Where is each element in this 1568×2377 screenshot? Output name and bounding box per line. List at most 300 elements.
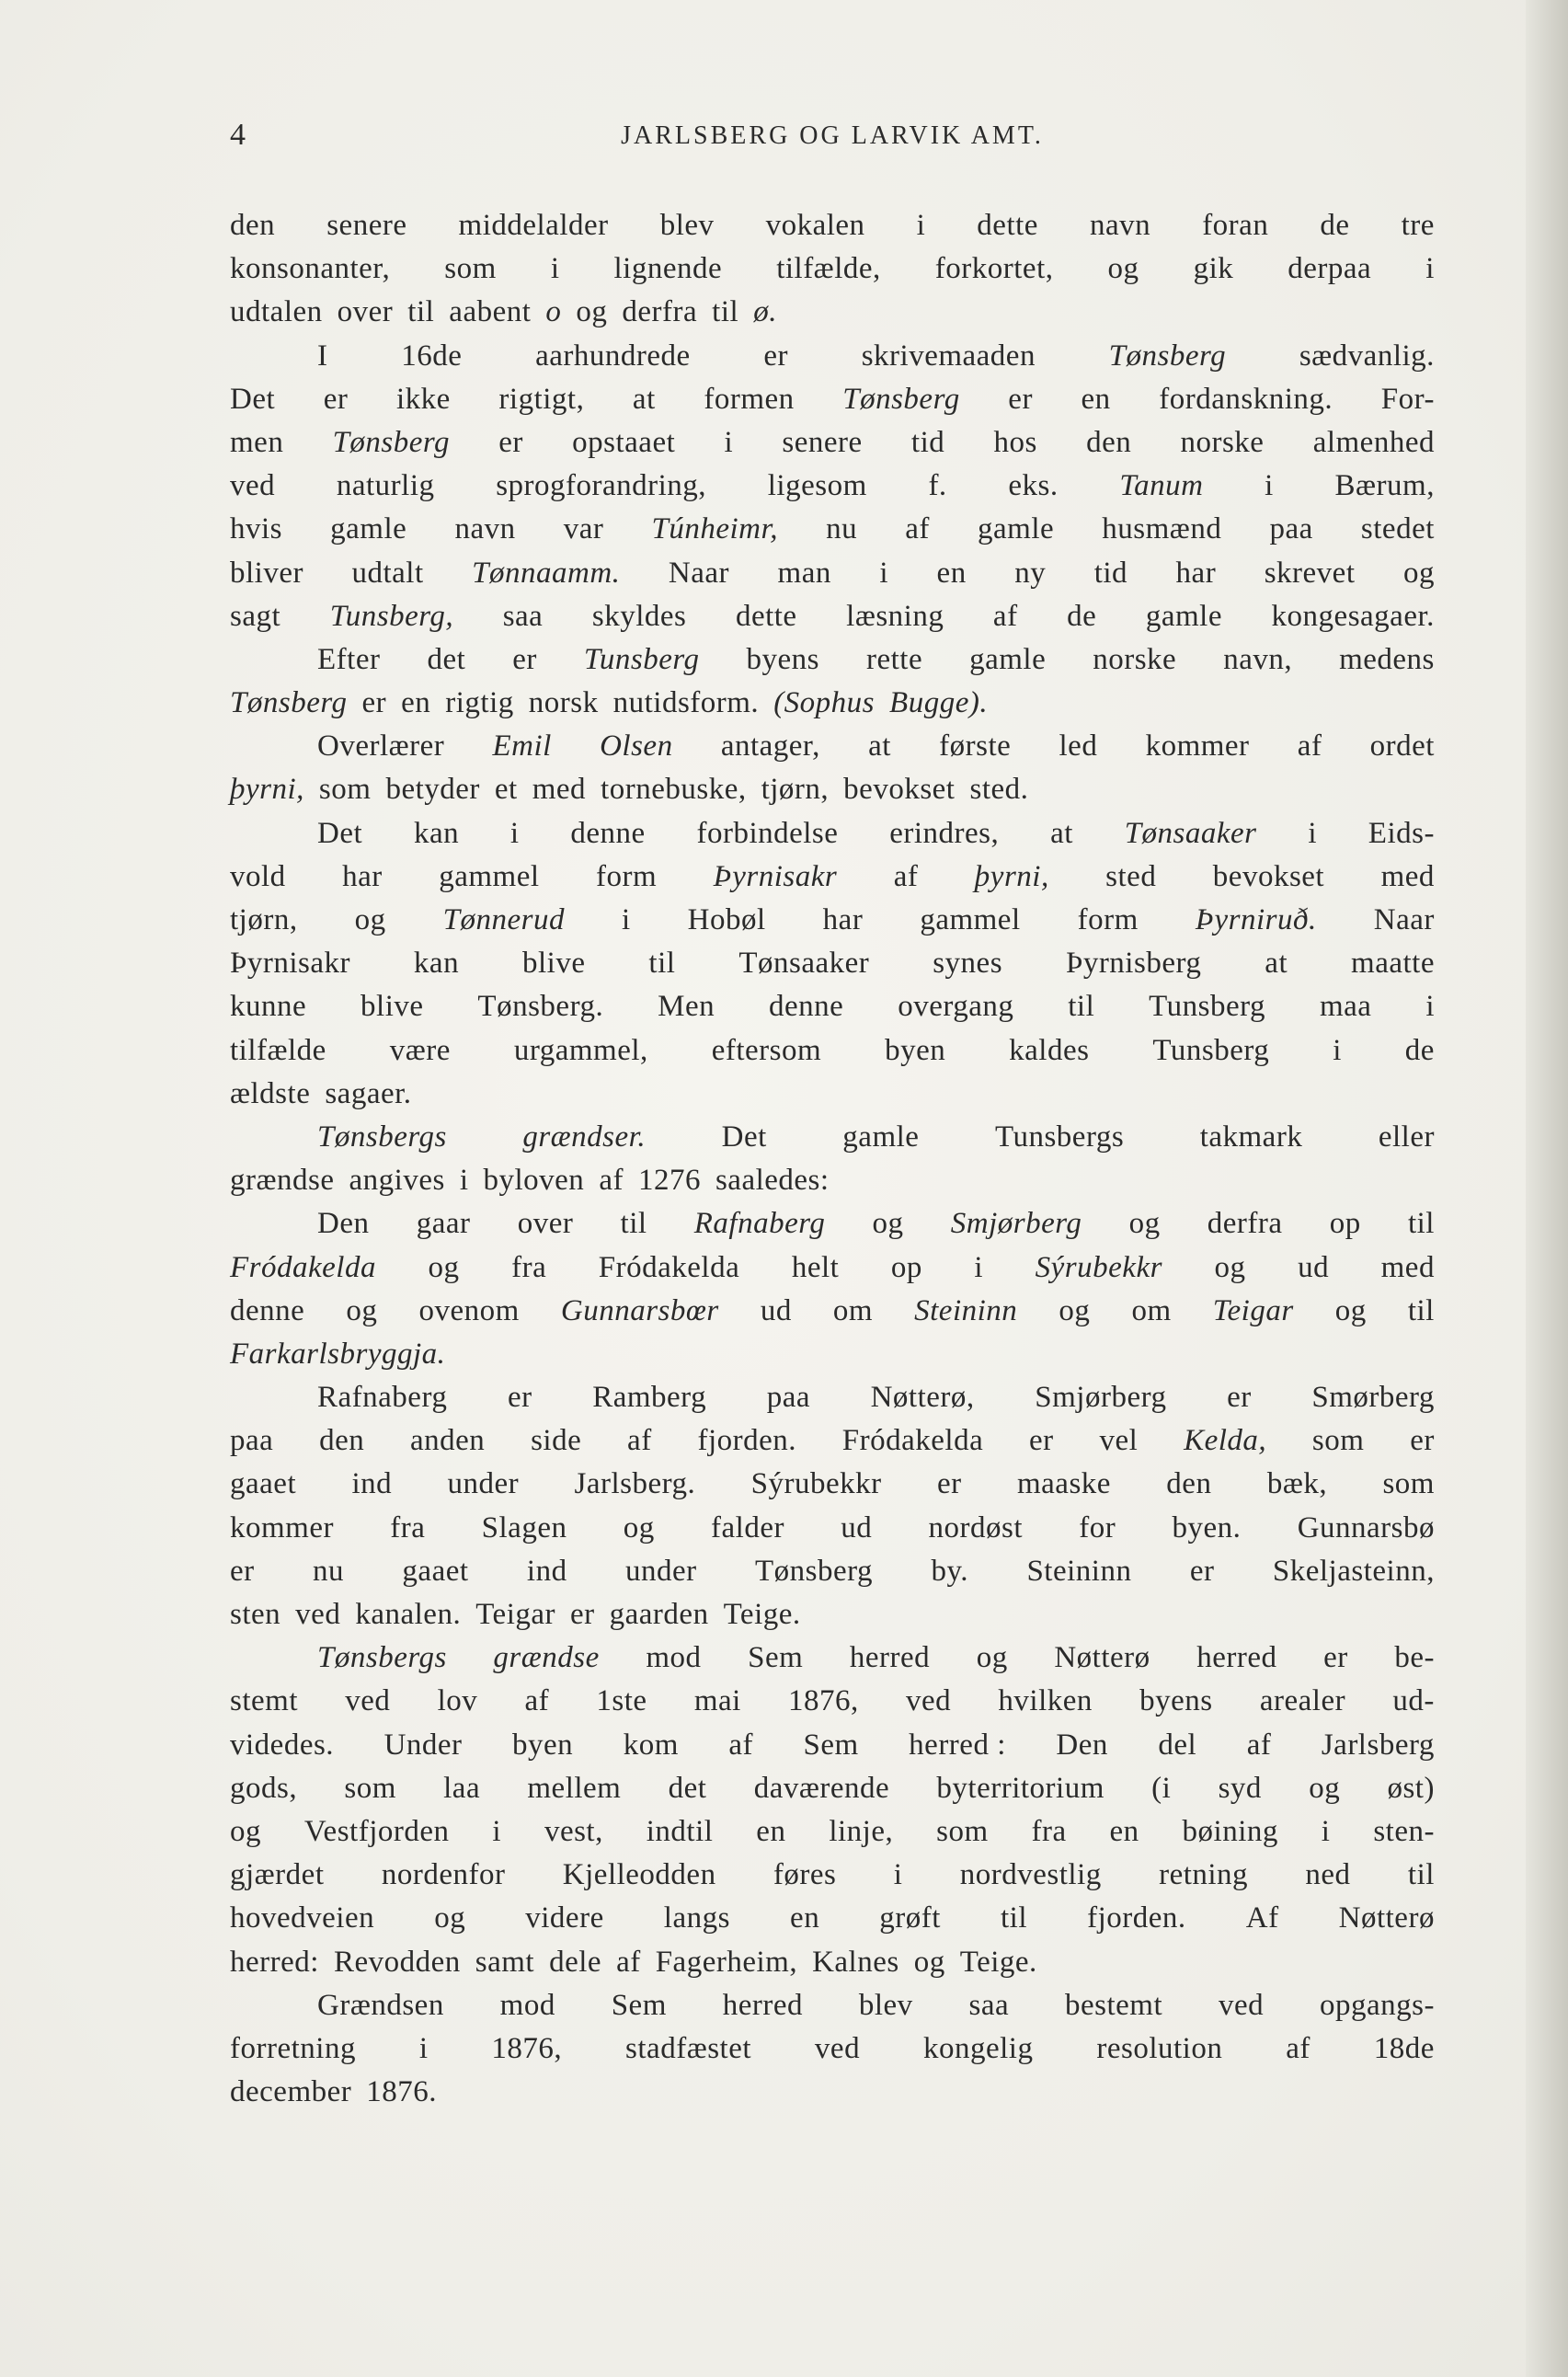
word: under [624, 1554, 697, 1588]
text-line [230, 985, 1435, 1028]
word: saa [502, 599, 544, 633]
word: i [1425, 252, 1435, 286]
word: senere [782, 425, 863, 459]
word: (i [1151, 1771, 1172, 1805]
word: dette [977, 209, 1038, 242]
word: mod [499, 1988, 555, 2022]
italic-word: Túnheimr, [651, 512, 778, 546]
word: tre [1401, 209, 1435, 242]
text-line [230, 595, 1435, 638]
word: foran [1202, 209, 1269, 242]
word: senere [326, 209, 407, 242]
word: og [434, 1901, 466, 1935]
word: 1276 [637, 1164, 701, 1198]
text-line [230, 1029, 1435, 1073]
word: Gunnarsbø [1297, 1510, 1435, 1544]
word: byen [512, 1728, 574, 1762]
word: i [550, 252, 560, 286]
word: og [576, 295, 608, 329]
italic-word: Fródakelda [230, 1250, 376, 1284]
word: ordet [1369, 729, 1435, 764]
word: konsonanter, [230, 252, 391, 286]
word: daværende [753, 1771, 890, 1805]
word: i [1308, 816, 1317, 850]
text-line [230, 942, 1435, 985]
word: hvis [230, 512, 283, 546]
word: som [318, 773, 372, 807]
word: at [632, 382, 656, 416]
word: ud [841, 1510, 873, 1544]
word: led [1059, 729, 1098, 764]
word: herred : [909, 1728, 1006, 1762]
word: man [777, 556, 831, 590]
word: side [531, 1424, 582, 1458]
word: husmænd [1102, 512, 1222, 546]
word: langs [663, 1901, 730, 1935]
word: paa [1269, 512, 1313, 546]
word: rigtig [445, 686, 514, 720]
word: tilfælde, [776, 252, 881, 286]
word: dette [735, 599, 797, 633]
word: ligesom [767, 469, 867, 503]
word: i [893, 1858, 903, 1892]
word: at [1265, 947, 1288, 981]
word: Under [383, 1728, 463, 1762]
word: gjærdet [230, 1858, 325, 1892]
word: og [1128, 1207, 1161, 1241]
italic-word: ø. [753, 295, 777, 329]
word: sten- [1373, 1814, 1435, 1848]
word: ikke [395, 382, 451, 416]
text-line [230, 855, 1435, 899]
word: lignende [613, 252, 723, 286]
word: fordanskning. [1159, 382, 1333, 416]
word: ældste [230, 1076, 311, 1110]
word: I [317, 339, 328, 373]
word: synes [933, 947, 1003, 981]
word: grøft [879, 1901, 941, 1935]
word: et [494, 773, 518, 807]
word: den [230, 209, 276, 242]
word: har [1175, 556, 1217, 590]
italic-word: Gunnarsbœr [560, 1293, 719, 1327]
text-line [230, 1376, 1435, 1419]
word: men [230, 425, 284, 459]
word: samt [475, 1945, 535, 1979]
word: af [627, 1424, 652, 1458]
word: nu [826, 512, 858, 546]
italic-word: Emil [492, 729, 552, 764]
word: Nøtterø [1054, 1641, 1150, 1675]
word: eller [1378, 1120, 1435, 1154]
word: Naar [1373, 903, 1435, 936]
word: maa [1319, 990, 1372, 1024]
word: er [1008, 382, 1033, 416]
text-line [230, 1246, 1435, 1290]
word: Skeljasteinn, [1272, 1554, 1435, 1588]
word: by. [931, 1554, 969, 1588]
word: 16de [401, 339, 463, 373]
word: betyder [385, 773, 480, 807]
word: i [1333, 1033, 1342, 1067]
word: Sem [611, 1988, 667, 2022]
italic-word: Tønsberg [842, 382, 960, 416]
word: om [832, 1293, 874, 1327]
word: i [509, 816, 520, 850]
word: derpaa [1288, 252, 1372, 286]
word: bøining [1182, 1814, 1278, 1848]
word: vest, [544, 1814, 603, 1848]
word: Tunsbergs [994, 1120, 1125, 1154]
word: Bærum, [1334, 469, 1435, 503]
word: en [1081, 382, 1111, 416]
word: tjørn, [230, 903, 298, 936]
italic-word: Olsen [600, 729, 673, 764]
word: op [890, 1250, 922, 1284]
word: videre [525, 1901, 604, 1935]
word: gamle [969, 642, 1047, 676]
word: er [498, 425, 523, 459]
text-line [230, 1116, 1435, 1159]
italic-word: Bugge). [889, 686, 989, 720]
word: sagaer. [325, 1076, 412, 1110]
italic-word: Kelda, [1184, 1424, 1267, 1458]
word: skyldes [591, 599, 687, 633]
text-line [230, 1073, 1435, 1116]
word: gods, [230, 1771, 298, 1805]
italic-word: Þyrnisakr [713, 859, 838, 893]
word: 1876, [491, 2031, 563, 2065]
italic-word: Smjørberg [950, 1207, 1082, 1241]
word: Grændsen [317, 1988, 444, 2022]
word: op [1329, 1207, 1361, 1241]
word: angives [349, 1164, 445, 1198]
word: Af [1245, 1901, 1279, 1935]
word: som [1311, 1424, 1365, 1458]
word: en [401, 686, 431, 720]
word: kan [413, 816, 460, 850]
word: paa [230, 1424, 274, 1458]
word: er [323, 382, 349, 416]
word: nordvestlig [959, 1858, 1102, 1892]
word: Naar [668, 556, 730, 590]
word: maatte [1351, 947, 1435, 981]
word: blive [522, 947, 586, 981]
word: saa [968, 1988, 1010, 2022]
italic-word: Sýrubekkr [1035, 1250, 1162, 1284]
word: til [1068, 990, 1095, 1024]
word: urgammel, [513, 1033, 648, 1067]
word: har [822, 903, 864, 936]
italic-word: Tønsbergs [317, 1120, 447, 1154]
word: udtalen [230, 295, 323, 329]
word: den [1086, 425, 1132, 459]
word: ind [351, 1467, 393, 1501]
text-line [230, 1507, 1435, 1550]
word: syd [1218, 1771, 1262, 1805]
word: sprogforandring, [496, 469, 707, 503]
word: form [595, 859, 658, 893]
word: Þyrnisberg [1065, 947, 1202, 981]
word: Smjørberg [1035, 1381, 1167, 1415]
word: kaldes [1009, 1033, 1090, 1067]
word: Tunsberg [1149, 990, 1266, 1024]
word: for [1079, 1510, 1116, 1544]
word: ud [760, 1293, 792, 1327]
word: indtil [646, 1814, 714, 1848]
word: bevokset [843, 773, 956, 807]
word: er [230, 1554, 255, 1588]
italic-word: Tønsaaker [1124, 816, 1257, 850]
word: er [1189, 1554, 1215, 1588]
word: Teigar [475, 1598, 555, 1631]
text-line [230, 1810, 1435, 1854]
word: øst) [1387, 1771, 1435, 1805]
word: af [1297, 729, 1322, 764]
word: Fagerheim, [655, 1945, 798, 1979]
word: og [1214, 1250, 1246, 1284]
word: 1876, [788, 1684, 859, 1718]
word: dele [549, 1945, 602, 1979]
word: resolution [1096, 2031, 1223, 2065]
word: er [507, 1381, 532, 1415]
word: over [337, 295, 394, 329]
word: nordøst [928, 1510, 1023, 1544]
word: ned [1305, 1858, 1351, 1892]
word: til [1001, 1901, 1028, 1935]
word: denne [769, 990, 844, 1024]
word: gaaet [230, 1467, 297, 1501]
word: aabent [449, 295, 532, 329]
word: er [570, 1598, 595, 1631]
word: form [1077, 903, 1139, 936]
word: og [428, 1250, 460, 1284]
word: som [936, 1814, 989, 1848]
word: de [1404, 1033, 1435, 1067]
word: kommer [230, 1510, 334, 1544]
word: gaaet [402, 1554, 469, 1588]
word: til [1407, 1293, 1435, 1327]
word: denne [570, 816, 646, 850]
word: Þyrnisakr [230, 947, 350, 981]
word: Slagen [481, 1510, 567, 1544]
word: af [1246, 1728, 1272, 1762]
word: ved [295, 1598, 341, 1631]
word: Tønsberg. [477, 990, 604, 1024]
word: herred: [230, 1945, 319, 1979]
word: Overlærer [317, 729, 445, 764]
word: ud [1298, 1250, 1330, 1284]
word: en [936, 556, 967, 590]
word: føres [773, 1858, 837, 1892]
word: sten [230, 1598, 281, 1631]
word: Smørberg [1311, 1381, 1435, 1415]
word: navn, [1223, 642, 1293, 676]
word: og [1334, 1293, 1367, 1327]
word: og [354, 903, 386, 936]
word: rigtigt, [498, 382, 585, 416]
word: byen [885, 1033, 946, 1067]
word: fjorden. [1087, 1901, 1186, 1935]
word: til [648, 947, 676, 981]
word: er [936, 1467, 962, 1501]
word: læsning [846, 599, 944, 633]
word: og [1107, 252, 1139, 286]
word: over [517, 1207, 574, 1241]
word: lov [437, 1684, 478, 1718]
word: er [763, 339, 788, 373]
text-line [230, 1636, 1435, 1680]
word: ved [345, 1684, 391, 1718]
italic-word: Þyrniruð. [1195, 903, 1317, 936]
page-edge-shadow [1526, 0, 1568, 2377]
word: tjørn, [761, 773, 830, 807]
word: hvilken [998, 1684, 1093, 1718]
word: til [620, 1207, 647, 1241]
word: og [913, 1945, 945, 1979]
word: takmark [1199, 1120, 1303, 1154]
word: Tønsberg [755, 1554, 874, 1588]
word: bæk, [1266, 1467, 1328, 1501]
word: og [1309, 1771, 1341, 1805]
text-line [230, 291, 1435, 334]
italic-word: o [545, 295, 562, 329]
word: Revodden [333, 1945, 461, 1979]
word: eks. [1008, 469, 1059, 503]
word: hos [993, 425, 1037, 459]
text-line [230, 1419, 1435, 1463]
word: gaarden [609, 1598, 709, 1631]
italic-word: Tønnerud [442, 903, 565, 936]
word: Den [1056, 1728, 1108, 1762]
word: blive [361, 990, 424, 1024]
word: opgangs- [1319, 1988, 1435, 2022]
word: til [1407, 1207, 1435, 1241]
word: den [1166, 1467, 1212, 1501]
word: mellem [527, 1771, 622, 1805]
word: er [1227, 1381, 1252, 1415]
word: antager, [720, 729, 820, 764]
word: mai [693, 1684, 741, 1718]
word: er [1029, 1424, 1054, 1458]
word: af [905, 512, 930, 546]
word: Sem [748, 1641, 804, 1675]
word: forretning [230, 2031, 356, 2065]
word: norske [1093, 642, 1177, 676]
word: Det [317, 816, 363, 850]
word: under [447, 1467, 520, 1501]
word: Nøtterø [1338, 1901, 1435, 1935]
word: den [319, 1424, 365, 1458]
word: det [427, 642, 466, 676]
word: til [1407, 1858, 1435, 1892]
word: fjorden. [697, 1424, 797, 1458]
word: udtalt [351, 556, 424, 590]
word: byloven [483, 1164, 585, 1198]
word: kommer [1145, 729, 1250, 764]
text-line [230, 465, 1435, 508]
text-line [230, 335, 1435, 378]
word: byens [746, 642, 819, 676]
italic-word: Tønnaamm. [472, 556, 621, 590]
word: være [389, 1033, 451, 1067]
word: norsk [528, 686, 599, 720]
word: ud- [1392, 1684, 1435, 1718]
italic-word: Tønsberg [1108, 339, 1227, 373]
word: blev [659, 209, 715, 242]
word: tid [910, 425, 945, 459]
word: Sem [803, 1728, 859, 1762]
word: Eids- [1368, 816, 1435, 850]
word: kom [623, 1728, 679, 1762]
text-line [230, 1550, 1435, 1593]
word: en [790, 1901, 820, 1935]
word: i [724, 425, 734, 459]
running-title: JARLSBERG OG LARVIK AMT. [621, 121, 1044, 150]
text-line [230, 2071, 1435, 2114]
word: af [524, 1684, 550, 1718]
word: sagt [230, 599, 281, 633]
word: i [418, 2031, 429, 2065]
word: byen. [1172, 1510, 1242, 1544]
text-line [230, 421, 1435, 465]
text-line [230, 204, 1435, 247]
text-line [230, 1854, 1435, 1897]
word: nordenfor [381, 1858, 506, 1892]
word: denne [230, 1293, 305, 1327]
word: Den [317, 1207, 370, 1241]
text-line [230, 1941, 1435, 1984]
word: 1876. [366, 2075, 437, 2109]
word: ny [1014, 556, 1047, 590]
word: bevokset [1212, 859, 1325, 893]
word: gamle [330, 512, 407, 546]
word: videdes. [230, 1728, 335, 1762]
text-line [230, 1333, 1435, 1376]
word: i [1265, 469, 1274, 503]
word: overgang [898, 990, 1014, 1024]
word: tilfælde [230, 1033, 326, 1067]
word: i [879, 556, 889, 590]
word: 1ste [596, 1684, 647, 1718]
word: sted [1105, 859, 1157, 893]
word: forkortet, [934, 252, 1054, 286]
text-line [230, 1159, 1435, 1202]
page-number: 4 [230, 118, 246, 152]
text-line [230, 1202, 1435, 1246]
word: ved [230, 469, 276, 503]
word: vold [230, 859, 286, 893]
word: gamle [1145, 599, 1222, 633]
word: Tunsberg [1152, 1033, 1270, 1067]
word: del [1158, 1728, 1197, 1762]
word: almenhed [1312, 425, 1435, 459]
italic-word: Tanum [1119, 469, 1204, 503]
word: vokalen [765, 209, 865, 242]
word: gamle [978, 512, 1055, 546]
word: af [599, 1164, 624, 1198]
text-line [230, 247, 1435, 291]
word: gik [1193, 252, 1234, 286]
word: og [346, 1293, 378, 1327]
word: som [1382, 1467, 1435, 1501]
word: fra [511, 1250, 547, 1284]
word: af [728, 1728, 753, 1762]
word: ved [814, 2031, 861, 2065]
word: herred [722, 1988, 803, 2022]
word: Steininn [1026, 1554, 1132, 1588]
word: forbindelse [696, 816, 839, 850]
